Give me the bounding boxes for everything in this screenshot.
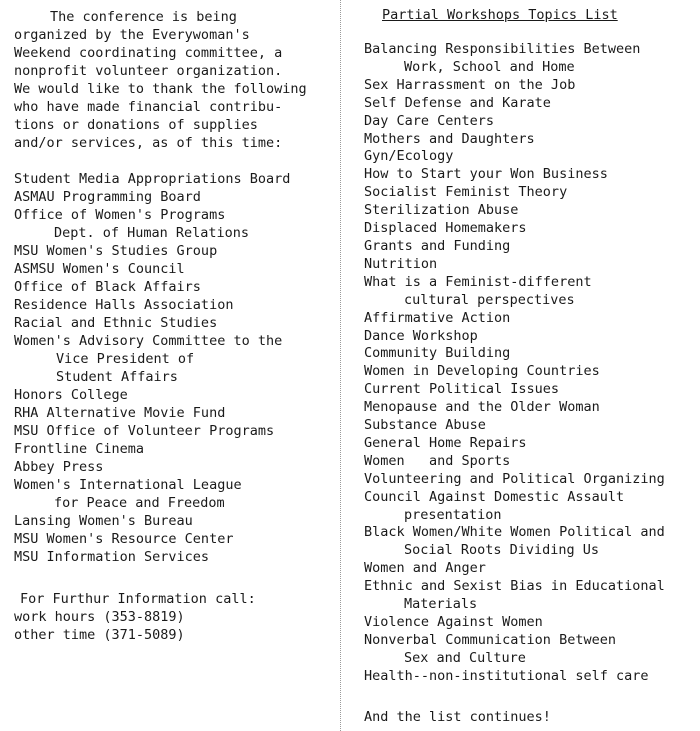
intro-line: We would like to thank the following: [14, 81, 307, 97]
topic-item: Mothers and Daughters: [364, 130, 535, 147]
sponsor-item: ASMAU Programming Board: [14, 189, 201, 205]
topic-item: Black Women/White Women Political and: [364, 524, 665, 541]
sponsor-item: RHA Alternative Movie Fund: [14, 405, 226, 421]
topic-item: Self Defense and Karate: [364, 94, 551, 111]
topic-item: Gyn/Ecology: [364, 148, 454, 165]
closing-line: And the list continues!: [364, 708, 551, 725]
intro-line: who have made financial contribu-: [14, 99, 283, 115]
contact-heading: For Furthur Information call:: [20, 591, 256, 607]
topic-item: Social Roots Dividing Us: [404, 542, 600, 559]
sponsor-item: MSU Women's Studies Group: [14, 243, 218, 259]
topic-item: Work, School and Home: [404, 58, 575, 75]
sponsor-item: MSU Women's Resource Center: [14, 531, 234, 547]
sponsor-item: ASMSU Women's Council: [14, 261, 185, 277]
topic-item: Affirmative Action: [364, 309, 511, 326]
topic-item: Nutrition: [364, 255, 438, 272]
topic-item: Women in Developing Countries: [364, 363, 600, 380]
sponsor-item: for Peace and Freedom: [54, 495, 225, 511]
sponsor-item: MSU Office of Volunteer Programs: [14, 423, 275, 439]
intro-line: organized by the Everywoman's: [14, 27, 250, 43]
topic-item: cultural perspectives: [404, 291, 575, 308]
topic-item: Current Political Issues: [364, 381, 560, 398]
topic-item: Menopause and the Older Woman: [364, 399, 600, 416]
topic-item: Volunteering and Political Organizing: [364, 470, 665, 487]
topic-item: Nonverbal Communication Between: [364, 631, 616, 648]
sponsor-item: Women's Advisory Committee to the: [14, 333, 283, 349]
intro-line: and/or services, as of this time:: [14, 135, 283, 151]
topic-item: Sex and Culture: [404, 649, 526, 666]
right-column: [364, 6, 700, 726]
sponsor-item: Residence Halls Association: [14, 297, 234, 313]
sponsor-item: Racial and Ethnic Studies: [14, 315, 218, 331]
intro-line: The conference is being: [50, 9, 237, 25]
topic-item: How to Start your Won Business: [364, 166, 608, 183]
topic-item: Health--non-institutional self care: [364, 667, 649, 684]
topic-item: Socialist Feminist Theory: [364, 184, 568, 201]
topic-item: Balancing Responsibilities Between: [364, 41, 641, 57]
sponsor-item: Vice President of: [56, 351, 195, 367]
intro-line: tions or donations of supplies: [14, 117, 258, 133]
sponsor-item: Office of Black Affairs: [14, 279, 201, 295]
sponsor-item: Dept. of Human Relations: [54, 225, 250, 241]
topic-item: Sex Harrassment on the Job: [364, 76, 576, 93]
topic-item: Council Against Domestic Assault: [364, 488, 625, 505]
topic-item: Ethnic and Sexist Bias in Educational: [364, 578, 665, 595]
sponsor-item: Women's International League: [14, 477, 242, 493]
topic-item: General Home Repairs: [364, 434, 527, 451]
topic-item: Displaced Homemakers: [364, 220, 527, 237]
topic-item: What is a Feminist-different: [364, 273, 592, 290]
sponsor-item: Honors College: [14, 387, 128, 403]
sponsor-item: Lansing Women's Bureau: [14, 513, 193, 529]
topic-item: Community Building: [364, 345, 511, 362]
left-column: [14, 8, 334, 644]
sponsor-item: Office of Women's Programs: [14, 207, 226, 223]
contact-info: [14, 590, 334, 644]
topic-item: Day Care Centers: [364, 112, 495, 129]
topic-list: [364, 41, 700, 686]
topic-item: presentation: [404, 506, 502, 523]
topic-item: Women and Anger: [364, 560, 486, 577]
topics-title: Partial Workshops Topics List: [382, 7, 618, 23]
topic-item: Substance Abuse: [364, 417, 486, 434]
column-divider: [340, 0, 342, 731]
contact-work-hours: work hours (353-8819): [14, 609, 185, 625]
sponsor-item: Student Affairs: [56, 369, 178, 385]
sponsor-item: Student Media Appropriations Board: [14, 171, 291, 187]
topic-item: Sterilization Abuse: [364, 202, 519, 219]
sponsor-list: [14, 170, 334, 566]
topic-item: Violence Against Women: [364, 614, 543, 630]
sponsor-item: Abbey Press: [14, 459, 104, 475]
intro-paragraph: [14, 8, 334, 152]
topic-item: Grants and Funding: [364, 237, 511, 254]
intro-line: nonprofit volunteer organization.: [14, 63, 283, 79]
contact-other-time: other time (371-5089): [14, 627, 185, 643]
topic-item: Dance Workshop: [364, 327, 478, 344]
sponsor-item: MSU Information Services: [14, 549, 210, 565]
topic-item: Materials: [404, 596, 478, 613]
intro-line: Weekend coordinating committee, a: [14, 45, 283, 61]
topic-item: Women and Sports: [364, 452, 511, 469]
sponsor-item: Frontline Cinema: [14, 441, 145, 457]
